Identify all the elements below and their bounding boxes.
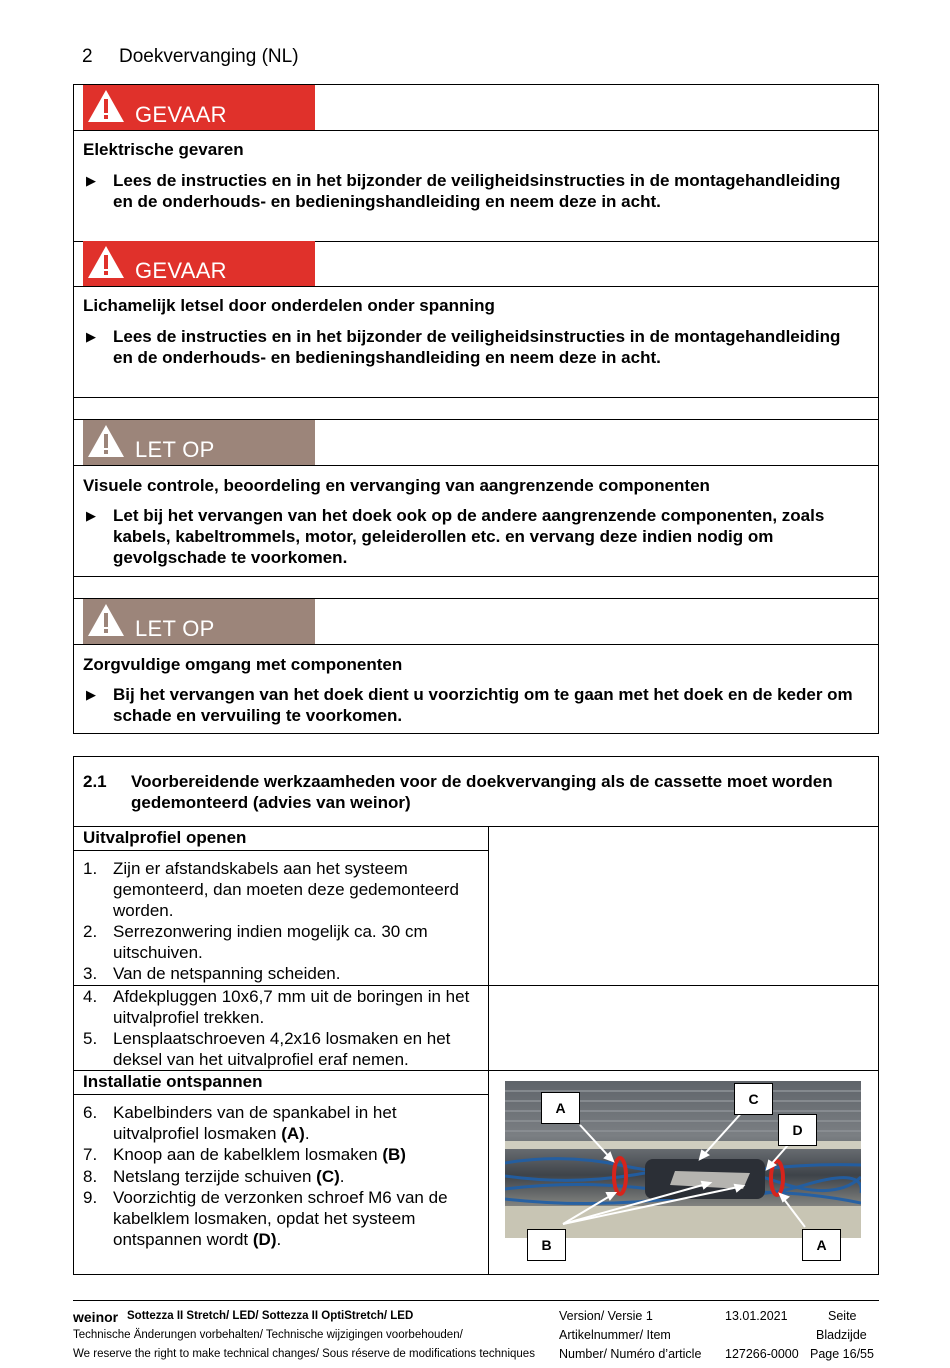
signal-word: GEVAAR <box>135 258 227 283</box>
hazard-instruction-text: Let bij het vervangen van het doek ook op de andere aangrenzende componenten, zoals kabels, kabeltrommels, motor, geleiderollen etc. en vervang deze indien nodig om gevolgschade te voorkomen. <box>113 506 825 567</box>
step-text: Zijn er afstandskabels aan het systeem gemonteerd, dan moeten deze gedemonteerd worden. <box>113 859 459 920</box>
heading-title: Doekvervanging (NL) <box>119 46 299 67</box>
row-divider <box>74 130 878 131</box>
section-number: 2.1 <box>83 772 107 791</box>
hazard-instruction-text: Bij het vervangen van het doek dient u voorzichtig om te gaan met het doek en de keder om schade en vervuiling te voorkomen. <box>113 685 853 725</box>
warning-triangle-icon <box>86 244 126 280</box>
hazard-title: Elektrische gevaren <box>83 140 244 159</box>
subsection-title: Uitvalprofiel openen <box>83 828 247 847</box>
footer-reserve: We reserve the right to make technical changes/ Sous réserve de modifications techniques <box>73 1348 535 1360</box>
section-2-1-box <box>73 756 879 1275</box>
photo-callout-c: C <box>734 1083 773 1115</box>
bullet-arrow-icon: ▶ <box>86 173 96 188</box>
footer-article-number: 127266-0000 <box>725 1347 799 1361</box>
step-number: 2. <box>83 922 98 941</box>
column-divider <box>488 826 489 1274</box>
row-divider <box>74 465 878 466</box>
row-divider <box>74 850 488 851</box>
photo-callout-a: A <box>541 1092 580 1124</box>
danger-signal-2 <box>83 241 315 286</box>
signal-word: LET OP <box>135 616 215 641</box>
footer-page-number: Page 16/55 <box>810 1347 874 1361</box>
safety-notices-box <box>73 84 879 734</box>
step-item <box>83 858 483 921</box>
step-number: 5. <box>83 1029 98 1048</box>
hazard-title: Zorgvuldige omgang met componenten <box>83 655 403 674</box>
footer-date: 13.01.2021 <box>725 1309 788 1323</box>
photo-callout-d: D <box>778 1114 817 1146</box>
step-text: Knoop aan de kabelklem losmaken (B) <box>113 1145 406 1164</box>
logo-text: weinor <box>73 1309 119 1325</box>
step-text: Netslang terzijde schuiven (C). <box>113 1167 345 1186</box>
step-item <box>83 963 483 984</box>
step-text: Lensplaatschroeven 4,2x16 losmaken en het deksel van het uitvalprofiel eraf nemen. <box>113 1029 451 1069</box>
hazard-title: Visuele controle, beoordeling en vervanging van aangrenzende componenten <box>83 476 710 495</box>
hazard-instruction-text: Lees de instructies en in het bijzonder de veiligheidsinstructies in de montagehandleiding en de onderhouds- en bedieningshandleiding en neem deze in acht. <box>113 171 841 211</box>
step-item <box>83 1028 483 1070</box>
hazard-instruction <box>83 505 863 568</box>
hazard-instruction-text: Lees de instructies en in het bijzonder de veiligheidsinstructies in de montagehandleiding en de onderhouds- en bedieningshandleiding en neem deze in acht. <box>113 327 841 367</box>
footer-version: Version/ Versie 1 <box>559 1309 653 1323</box>
footer-number-label: Number/ Numéro d’article <box>559 1347 702 1361</box>
bullet-arrow-icon: ▶ <box>86 329 96 344</box>
row-divider <box>74 1094 488 1095</box>
signal-word: LET OP <box>135 437 215 462</box>
step-item <box>83 921 483 963</box>
heading-number: 2 <box>82 46 93 67</box>
photo-callout-a-2: A <box>802 1229 841 1261</box>
subsection-title: Installatie ontspannen <box>83 1072 263 1091</box>
danger-signal-1 <box>83 85 315 130</box>
row-divider <box>74 1070 878 1071</box>
weinor-logo <box>73 1309 118 1325</box>
step-number: 4. <box>83 987 98 1006</box>
section-title <box>83 771 851 813</box>
step-item <box>83 1102 483 1144</box>
bullet-arrow-icon: ▶ <box>86 687 96 702</box>
step-text: Van de netspanning scheiden. <box>113 964 341 983</box>
step-item <box>83 986 483 1028</box>
step-number: 7. <box>83 1145 98 1164</box>
signal-word: GEVAAR <box>135 102 227 127</box>
footer-tech-changes: Technische Änderungen vorbehalten/ Technische wijzigingen voorbehouden/ <box>73 1329 463 1341</box>
notice-signal-2 <box>83 599 315 644</box>
row-divider <box>74 826 878 827</box>
footer-item-label: Artikelnummer/ Item <box>559 1328 671 1342</box>
section-title-text: Voorbereidende werkzaamheden voor de doekvervanging als de cassette moet worden gedemonteerd (advies van weinor) <box>131 772 833 812</box>
warning-triangle-icon <box>86 602 126 638</box>
footer-product: Sottezza II Stretch/ LED/ Sottezza II OptiStretch/ LED <box>127 1310 414 1322</box>
step-number: 3. <box>83 964 98 983</box>
footer-page-label-2: Bladzijde <box>816 1328 867 1342</box>
warning-triangle-icon <box>86 88 126 124</box>
notice-signal-1 <box>83 420 315 465</box>
page-heading <box>82 46 299 68</box>
hazard-instruction <box>83 170 863 212</box>
step-number: 1. <box>83 859 98 878</box>
footer-divider <box>73 1300 879 1301</box>
hazard-title: Lichamelijk letsel door onderdelen onder spanning <box>83 296 495 315</box>
step-item <box>83 1187 483 1250</box>
hazard-instruction <box>83 326 863 368</box>
step-text: Serrezonwering indien mogelijk ca. 30 cm uitschuiven. <box>113 922 428 962</box>
step-number: 8. <box>83 1167 98 1186</box>
row-divider <box>74 397 878 398</box>
photo-callout-b: B <box>527 1229 566 1261</box>
step-text: Afdekpluggen 10x6,7 mm uit de boringen in het uitvalprofiel trekken. <box>113 987 470 1027</box>
step-item <box>83 1144 483 1165</box>
step-text: Voorzichtig de verzonken schroef M6 van de kabelklem losmaken, opdat het systeem ontspannen wordt (D). <box>113 1188 448 1249</box>
step-text: Kabelbinders van de spankabel in het uitvalprofiel losmaken (A). <box>113 1103 397 1143</box>
row-divider <box>74 644 878 645</box>
footer-page-label-1: Seite <box>828 1309 857 1323</box>
row-divider <box>74 576 878 577</box>
step-number: 6. <box>83 1103 98 1122</box>
warning-triangle-icon <box>86 423 126 459</box>
bullet-arrow-icon: ▶ <box>86 508 96 523</box>
hazard-instruction <box>83 684 863 726</box>
step-number: 9. <box>83 1188 98 1207</box>
row-divider <box>74 286 878 287</box>
step-item <box>83 1166 483 1187</box>
